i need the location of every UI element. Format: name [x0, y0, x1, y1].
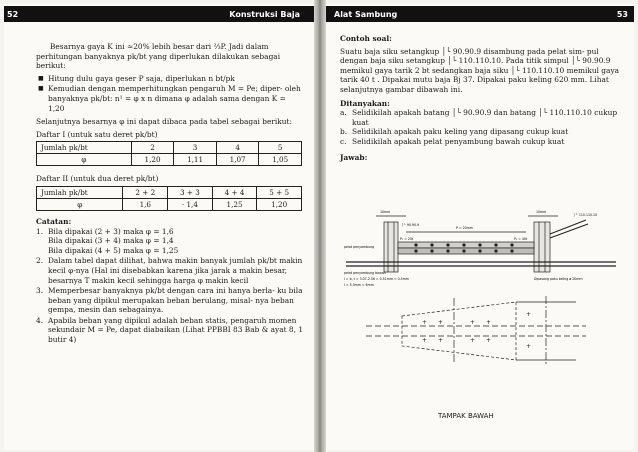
svg-text:+: + — [486, 337, 492, 344]
svg-text:+: + — [526, 343, 532, 350]
plate-label: pelat penyambung — [344, 245, 375, 249]
table-cell: Jumlah pk/bt — [37, 142, 132, 154]
table-cell: 2 — [131, 142, 174, 154]
table-cell: 1,05 — [259, 154, 302, 166]
dim-label-left: 10mm — [380, 210, 391, 214]
question-letter: a. — [340, 108, 347, 118]
svg-text:+: + — [470, 337, 476, 344]
note-number: 4. — [36, 315, 44, 325]
catatan-heading: Catatan: — [36, 216, 72, 226]
table-cell: 1,6 — [123, 198, 168, 210]
svg-text:+: + — [438, 319, 444, 326]
table1-caption: Daftar I (untuk satu deret pk/bt) — [36, 129, 158, 139]
running-title: Konstruksi Baja — [229, 10, 300, 19]
question-item — [340, 127, 624, 137]
table-cell: 1,07 — [216, 154, 259, 166]
force-center-label: P = 20mm — [456, 226, 473, 230]
plate-length: l = 5.3mm = 6mm — [344, 283, 374, 287]
bottom-formula: l = b, t = 3.07-2.56 = 0.51mm = 0.5mm — [344, 277, 409, 281]
questions-list — [340, 108, 624, 146]
note-number: 1. — [36, 226, 44, 236]
table-daftar-1 — [36, 141, 302, 166]
question-text: Selidikilah apakah pelat penyambung bawah cukup kuat — [352, 136, 565, 146]
notes-list — [36, 227, 304, 345]
intro-paragraph: Besarnya gaya K ini ≈20% lebih besar dari ⅔P. Jadi dalam perhitungan banyaknya pk/bt yang diperlukan dilakukan sebagai berikut: — [36, 42, 281, 71]
note-number: 2. — [36, 256, 44, 266]
table-cell: · 1,4 — [168, 198, 213, 210]
question-letter: b. — [340, 127, 348, 137]
force-left-label: P₁ = 20t — [400, 237, 414, 241]
table-cell: 5 — [259, 142, 302, 154]
question-item — [340, 108, 624, 127]
table-cell: Jumlah pk/bt — [37, 186, 123, 198]
table-row — [37, 142, 302, 154]
page-number: 52 — [7, 10, 19, 19]
table-daftar-2 — [36, 186, 302, 211]
note-line: Dalam tabel dapat dilihat, bahwa makin banyak jumlah pk/bt makin kecil φ-nya (Hal ini disebabkan karena jika jarak a makin besar, besarnya T makin kecil sehingga harga φ makin kecil — [48, 256, 303, 285]
table-cell: φ — [37, 198, 123, 210]
dim-label-right: 10mm — [536, 210, 547, 214]
jawab-heading: Jawab: — [340, 152, 368, 162]
right-page-header — [326, 6, 634, 22]
table-cell: 2 + 2 — [123, 186, 168, 198]
table-row — [37, 186, 302, 198]
note-item — [36, 286, 304, 315]
svg-text:+: + — [422, 319, 428, 326]
note-item — [36, 227, 304, 256]
right-body — [340, 34, 624, 162]
note-item — [36, 256, 304, 285]
plate-bottom-label: pelat penyambung bawah — [344, 271, 386, 275]
calculation-steps — [36, 74, 304, 113]
question-item — [340, 137, 624, 147]
note-item — [36, 316, 304, 345]
note-line: Bila dipakai (4 + 5) maka φ = 1,25 — [48, 245, 179, 255]
table-cell: 1,11 — [174, 154, 217, 166]
book-gutter — [314, 0, 326, 452]
table-cell: 5 + 5 — [257, 186, 302, 198]
ditanyakan-heading: Ditanyakan: — [340, 98, 390, 108]
note-line: Apabila beban yang dipikul adalah beban statis, pengaruh momen sekundair M = Pe, dapat diabaikan (Lihat PPBBI 83 Bab & ayat 8, 1 butir 4) — [48, 315, 304, 345]
table-cell: 3 — [174, 142, 217, 154]
note-number: 3. — [36, 286, 44, 296]
step-item: ■ Kemudian dengan memperhitungkan pengaruh M = Pe; diper- oleh banyaknya pk/bt: n¹ = φ x n dimana φ adalah sama dengan K = 1,20 — [36, 84, 304, 113]
angle-large-label: │└ 110.110.10 — [574, 213, 598, 217]
svg-text:+: + — [486, 319, 492, 326]
running-title: Alat Sambung — [334, 10, 398, 19]
svg-text:+: + — [438, 337, 444, 344]
question-text: Selidikilah apakah batang │└ 90.90.9 dan batang │└ 110.110.10 cukup kuat — [352, 108, 618, 127]
angle-small-label: │└ 90.90.9 — [402, 223, 420, 227]
force-right-label: P₂ = 40t — [514, 237, 528, 241]
table-cell: 1,25 — [212, 198, 257, 210]
table-cell: 1,20 — [131, 154, 174, 166]
note-line: Bila dipakai (3 + 4) maka φ = 1,4 — [48, 236, 174, 246]
left-page — [4, 4, 314, 450]
table2-caption: Daftar II (untuk dua deret pk/bt) — [36, 174, 159, 184]
svg-text:+: + — [470, 319, 476, 326]
figure-caption: TAMPAK BAWAH — [438, 412, 494, 420]
svg-text:+: + — [526, 311, 532, 318]
bottom-view-drawing — [366, 296, 586, 366]
phi-note: Selanjutnya besarnya φ ini dapat dibaca pada tabel sebagai berikut: — [36, 117, 292, 127]
note-line: Bila dipakai (2 + 3) maka φ = 1,6 — [48, 226, 174, 236]
table-row — [37, 154, 302, 166]
table-cell: 4 + 4 — [212, 186, 257, 198]
rivet-label: Dipasang paku keling ø 20mm — [534, 277, 583, 281]
svg-text:+: + — [422, 337, 428, 344]
table-cell: 3 + 3 — [168, 186, 213, 198]
table-cell: 4 — [216, 142, 259, 154]
left-body — [36, 42, 304, 346]
left-page-header — [4, 6, 314, 22]
table-cell: φ — [37, 154, 132, 166]
table-cell: 1,20 — [257, 198, 302, 210]
page-number: 53 — [616, 10, 628, 19]
problem-statement: Suatu baja siku setangkup │└ 90.90.9 disambung pada pelat sim- pul dengan baja siku setangkup │└ 110.110.10. Pada titik simpul │└ 90.90.9 memikul gaya tarik 2 bt sedangkan baja siku │└ 110.110.10 memikul gaya tarik 40 t . Dipakai mutu baja Bj 37. Dipakai paku keling 620 mm. Lihat selanjutnya gambar dibawah ini. — [340, 46, 620, 94]
question-text: Selidikilah apakah paku keling yang dipasang cukup kuat — [352, 127, 569, 137]
question-letter: c. — [340, 136, 347, 146]
note-line: Memperbesar banyaknya pk/bt dengan cara ini hanya berla- ku bila beban yang dipikul merupakan beban berulang, misal- nya beban gempa, mesin dan sebagainya. — [48, 286, 303, 315]
right-page — [326, 4, 634, 450]
table-row — [37, 198, 302, 210]
step-item: ■ Hitung dulu gaya geser P saja, diperlukan n bt/pk — [36, 74, 304, 84]
contoh-heading: Contoh soal: — [340, 34, 392, 43]
connection-elevation-drawing — [336, 204, 626, 294]
